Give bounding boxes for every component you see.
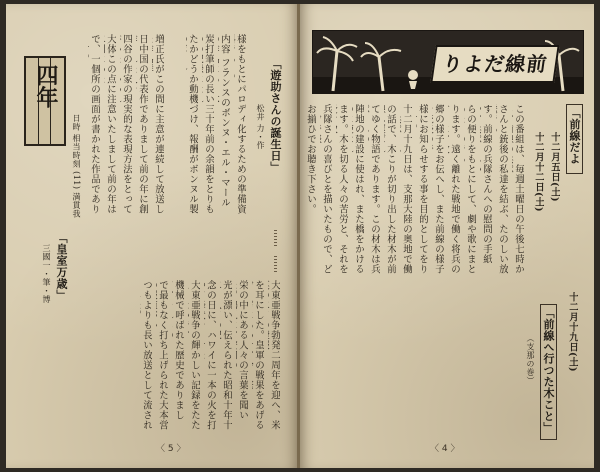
text-column: 内容 フランスのボンヌ・エル・マール: [219, 34, 230, 208]
leader-dots: [274, 256, 277, 274]
banner-title: りよだ線前: [430, 45, 559, 83]
text-column: 四谷の作家の現実的な表現方法をとって: [121, 34, 132, 214]
text-column: 大東亜戦争の輝かしい記録をたた: [189, 280, 200, 430]
text-column: 様をもとにパロディ化するための準備資: [235, 34, 246, 214]
text-column: さんと銃後の私達を結ぶ、たのしい放: [497, 104, 508, 274]
page-number: 〈 5 〉: [156, 444, 186, 454]
text-column: す。前線の兵隊さんへの慰問の手紙: [481, 104, 492, 264]
text-column: 郷の様子をお伝へし、また前線の様子: [433, 104, 444, 274]
page-number: 〈 4 〉: [430, 444, 460, 454]
section-subtitle: （支那の巻）: [526, 334, 535, 385]
text-column: 栄の中にある人々の言葉を聞い: [237, 280, 248, 420]
text-column: 十二月十九日は、支那大陸の奥地で働: [401, 104, 412, 274]
script-title: 「遊助さんの誕生日」: [269, 58, 282, 173]
author-line: 松井 力・作: [256, 104, 265, 150]
text-column: 大体この点に注意いたしまして前の年は: [105, 34, 116, 214]
broadcast-date: 十二月十九日(土): [567, 292, 578, 372]
section-heading: 「前線へ行つた木こと」: [540, 304, 557, 440]
leader-dots: [274, 230, 277, 248]
text-column: ます。木を切る人々の苦労と、それを: [337, 104, 348, 274]
text-column: てゆく物語であります。この材木は兵: [369, 104, 380, 274]
section-heading: 「前線だよ: [566, 104, 583, 174]
text-column: で最もなく打ち上げられた大本営: [157, 280, 168, 430]
text-column: ります。遠く離れた戦地で働く将兵の: [449, 104, 460, 274]
text-column: 兵隊さんの喜びとを描いたもので、ど: [321, 104, 332, 274]
text-column: 様にお知らせする事を目的としてをり: [417, 104, 428, 274]
text-column: お揃ひでお聴き下さい。: [305, 104, 316, 214]
author-line: 三國一・筆・博: [42, 244, 51, 304]
text-column: の話で、木こりが切り出した材木が前: [385, 104, 396, 274]
season-heading-box: [24, 56, 66, 146]
text-column: 炭打筆師の長い三十年前の余韻をとりも: [203, 34, 214, 214]
text-column: を耳にした。皇軍の戦果をあげる: [253, 280, 264, 430]
season-label: 四年: [33, 64, 58, 108]
left-page: [6, 4, 298, 468]
broadcast-date: 十二月五日(土): [549, 132, 560, 202]
text-column: 増正氏がこの間に主意が連続して放送し: [153, 34, 164, 214]
column-banner: [312, 30, 584, 94]
text-column: たかどうか動機づけ、報酬がボンヌル製: [187, 34, 198, 214]
text-column: つもよりも長い放送として流され: [141, 280, 152, 430]
text-column: この番組は、毎週土曜日の午後七時か: [513, 104, 524, 274]
text-column: 光が漂い、伝えられた昭和十年十: [221, 280, 232, 430]
text-column: で、一個所の画面が書かれた作品であり: [89, 34, 100, 214]
text-column: 機械で呼ばれた歴史でありまし: [173, 280, 184, 420]
text-column: 念の日に、ハワイに一本の火を打: [205, 280, 216, 430]
program-title: 「皇室万歳」: [55, 232, 68, 301]
text-column: 大東亜戦争勃発二周年を迎へ、米: [269, 280, 280, 430]
schedule-line: 日時 相当時刻 (11) 満貫我: [72, 114, 81, 219]
text-column: 陣地の建設に使はれ、また橋をかける: [353, 104, 364, 274]
book-spread: [6, 4, 594, 468]
text-column: らの便りをもとにして、劇や歌にまと: [465, 104, 476, 274]
text-column: 日中国の代表作でありまして前の年に創: [137, 34, 148, 214]
broadcast-date: 十二月十二日(土): [533, 132, 544, 212]
right-page: [300, 4, 594, 468]
